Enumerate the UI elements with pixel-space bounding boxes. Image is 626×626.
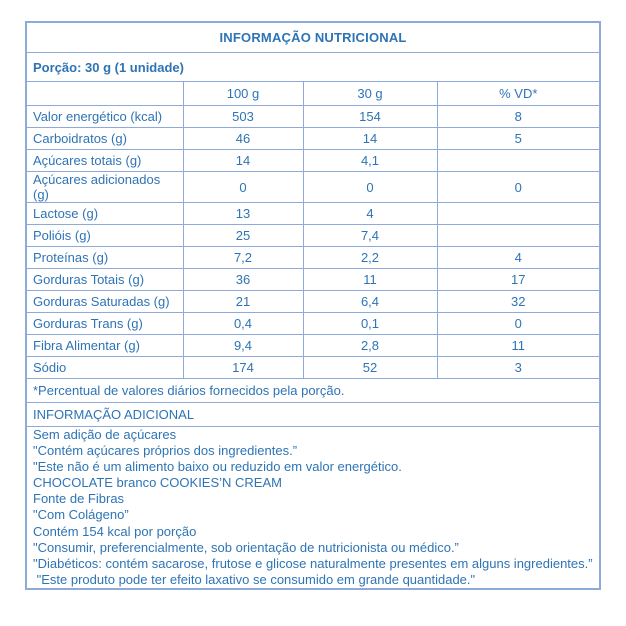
- value-100g: 7,2: [183, 247, 303, 269]
- row-label: Lactose (g): [26, 203, 183, 225]
- table-row: [26, 269, 600, 291]
- nutrition-table: [25, 21, 601, 590]
- table-row: [26, 291, 600, 313]
- table-row: [26, 128, 600, 150]
- table-row: [26, 203, 600, 225]
- table-row: [26, 313, 600, 335]
- additional-line: "Diabéticos: contém sacarose, frutose e glicose naturalmente presentes em alguns ingredientes.”: [33, 555, 593, 571]
- value-100g: 21: [183, 291, 303, 313]
- table-row: [26, 247, 600, 269]
- table-row: [26, 106, 600, 128]
- value-vd: 3: [437, 357, 600, 379]
- page-title: INFORMAÇÃO NUTRICIONAL: [26, 22, 600, 53]
- table-row: [26, 150, 600, 172]
- value-vd: 8: [437, 106, 600, 128]
- row-label: Polióis (g): [26, 225, 183, 247]
- portion-label: Porção: 30 g (1 unidade): [26, 53, 600, 82]
- table-row: [26, 172, 600, 203]
- value-100g: 503: [183, 106, 303, 128]
- additional-line: Contém 154 kcal por porção: [33, 523, 197, 539]
- additional-line: "Este não é um alimento baixo ou reduzido em valor energético.: [33, 459, 402, 475]
- additional-line: Fonte de Fibras: [33, 491, 125, 507]
- row-label: Sódio: [26, 357, 183, 379]
- value-30g: 2,8: [303, 335, 437, 357]
- value-vd: 5: [437, 128, 600, 150]
- additional-line: "Com Colágeno”: [33, 507, 129, 523]
- value-30g: 52: [303, 357, 437, 379]
- table-row: [26, 357, 600, 379]
- value-vd: 11: [437, 335, 600, 357]
- value-30g: 4: [303, 203, 437, 225]
- value-vd: 17: [437, 269, 600, 291]
- additional-info-block: [26, 427, 600, 589]
- value-100g: 36: [183, 269, 303, 291]
- value-100g: 0: [183, 172, 303, 203]
- additional-line: "Este produto pode ter efeito laxativo se consumido em grande quantidade.": [33, 571, 476, 587]
- value-30g: 11: [303, 269, 437, 291]
- title-row: [26, 22, 600, 53]
- value-30g: 2,2: [303, 247, 437, 269]
- value-100g: 13: [183, 203, 303, 225]
- value-30g: 154: [303, 106, 437, 128]
- value-100g: 9,4: [183, 335, 303, 357]
- value-vd: 32: [437, 291, 600, 313]
- footnote-text: *Percentual de valores diários fornecidos pela porção.: [26, 379, 600, 403]
- row-label: Proteínas (g): [26, 247, 183, 269]
- additional-line: "Contém açúcares próprios dos ingredientes.”: [33, 443, 298, 459]
- row-label: Gorduras Trans (g): [26, 313, 183, 335]
- value-30g: 4,1: [303, 150, 437, 172]
- row-label: Valor energético (kcal): [26, 106, 183, 128]
- value-100g: 25: [183, 225, 303, 247]
- value-vd: [437, 203, 600, 225]
- table-row: [26, 225, 600, 247]
- value-vd: 0: [437, 172, 600, 203]
- column-header-30g: 30 g: [303, 82, 437, 106]
- value-30g: 14: [303, 128, 437, 150]
- additional-line: CHOCOLATE branco COOKIES’N CREAM: [33, 475, 282, 491]
- value-30g: 6,4: [303, 291, 437, 313]
- value-30g: 0,1: [303, 313, 437, 335]
- value-100g: 0,4: [183, 313, 303, 335]
- row-label: Açúcares adicionados (g): [26, 172, 183, 203]
- nutrition-label: [25, 21, 599, 590]
- row-label: Açúcares totais (g): [26, 150, 183, 172]
- value-100g: 174: [183, 357, 303, 379]
- column-header-empty: [26, 82, 183, 106]
- value-vd: [437, 150, 600, 172]
- table-row: [26, 335, 600, 357]
- portion-row: [26, 53, 600, 82]
- value-30g: 7,4: [303, 225, 437, 247]
- column-header-100g: 100 g: [183, 82, 303, 106]
- additional-line: "Consumir, preferencialmente, sob orientação de nutricionista ou médico.”: [33, 539, 459, 555]
- column-header-row: [26, 82, 600, 106]
- row-label: Gorduras Totais (g): [26, 269, 183, 291]
- row-label: Fibra Alimentar (g): [26, 335, 183, 357]
- column-header-vd: % VD*: [437, 82, 600, 106]
- row-label: Gorduras Saturadas (g): [26, 291, 183, 313]
- value-30g: 0: [303, 172, 437, 203]
- value-vd: [437, 225, 600, 247]
- additional-lines-row: [26, 427, 600, 589]
- additional-line: Sem adição de açúcares: [33, 427, 177, 442]
- value-100g: 46: [183, 128, 303, 150]
- footnote-row: [26, 379, 600, 403]
- additional-title-row: [26, 403, 600, 427]
- row-label: Carboidratos (g): [26, 128, 183, 150]
- value-vd: 0: [437, 313, 600, 335]
- additional-info-title: INFORMAÇÃO ADICIONAL: [26, 403, 600, 427]
- value-100g: 14: [183, 150, 303, 172]
- value-vd: 4: [437, 247, 600, 269]
